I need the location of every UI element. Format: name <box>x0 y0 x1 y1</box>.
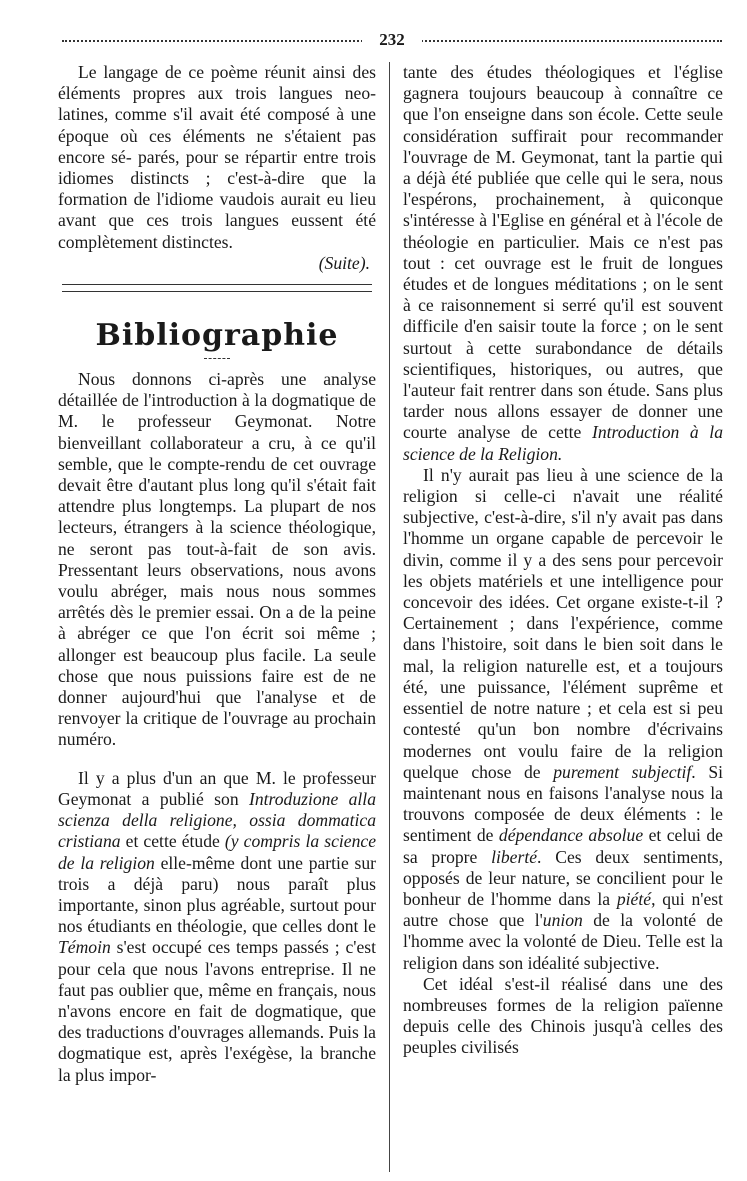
poem-line: été composé à une époque où ces <box>58 104 376 146</box>
page-header <box>62 30 722 50</box>
poem-line: langues neo-latines, comme s'il avait <box>58 83 377 125</box>
body-paragraph: Cet idéal s'est-il réalisé dans une des nombreuses formes de la religion païenne depuis celle des Chinois jusqu'à celles des peuples civilisés <box>403 973 723 1058</box>
body-paragraph: Il y a plus d'un an que M. le professeur Geymonat a publié son Introduzione alla scienza della religione, ossia dommatica cristiana et cette étude (y compris la science de la religion elle-même dont une partie sur trois a déjà paru) nous paraît plus importante, sinon plus agréable, surtout pour nos étudiants en théologie, que celles dont le Témoin s'est occupé ces temps passés ; c'est pour cela que nous l'avons entreprise. Il ne faut pas oublier que, même en français, nous n'avons encore en fait de dogmatique, que des traductions d'ouvrages allemands. Puis la dogmatique est, après l'exégèse, la branche la plus impor- <box>58 767 376 1085</box>
poem-line: Le langage de ce poème réunit <box>78 62 313 82</box>
section-rule <box>62 284 372 292</box>
body-paragraph: Il n'y aurait pas lieu à une science de la religion si celle-ci n'avait une réalité subjective, c'est-à-dire, s'il n'y avait pas dans l'homme un organe capable de percevoir le divin, comme il y a des sens pour percevoir les objets matériels et une intelligence pour concevoir des idées. Cet organe existe-t-il ? Certainement ; dans l'expérience, comme dans l'histoire, soit dans le bien soit dans le mal, la religion naturelle est, et a toujours été, une puissance, l'élément suprême et essentiel de notre nature ; et cela est si peu contesté qu'un bon nombre d'écrivains modernes ont voulu faire de la religion quelque chose de purement subjectif. Si maintenant nous en faisons l'analyse nous la trouvons composée de deux éléments : le sentiment de dépendance absolue et celui de sa propre liberté. Ces deux sentiments, opposés de leur nature, se concilient pour le bonheur de l'homme dans la piété, qui n'est autre chose que l'union de la volonté de l'homme avec la volonté de Dieu. Telle est la religion dans son idéalité subjective. <box>403 464 723 973</box>
poem-line: eussent été complètement distinctes. <box>58 210 376 252</box>
poem-line: idiomes distincts ; c'est-à-dire que la <box>58 168 376 189</box>
italic-temoin: Témoin <box>58 937 111 958</box>
italic-title: Introduzione alla scienza della religione, ossia dommatica cristiana <box>58 788 376 852</box>
section-title: Bibliographie <box>95 318 339 354</box>
poem-paragraph <box>58 62 376 253</box>
continued-paragraph: tante des études théologiques et l'église gagnera toujours beaucoup à connaître ce que l'on enseigne dans son école. Cette seule considération suffirait pour recommander l'ouvrage de M. Geymonat, tant la partie qui a déjà été publiée que celle qui le sera, nous l'espérons, prochainement, à quiconque s'intéresse à l'Eglise en général et à l'école de théologie en particulier. Mais ce n'est pas tout : cet ouvrage est le fruit de longues études et de longues méditations ; on le sent à ce raisonnement si serré qu'il est souvent difficile d'en saisir toute la force ; on le sent surtout à cette surabondance de détails scientifiques, historiques, ou autres, que l'auteur fait rentrer dans son étude. Sans plus tarder nous allons essayer de donner une courte analyse de cette Introduction à la science de la Religion. <box>403 62 723 464</box>
poem-line: formation de l'idiome vaudois aurait <box>58 189 327 210</box>
poem-line: eu lieu avant que ces trois langues <box>58 189 376 231</box>
title-ornament <box>204 358 230 359</box>
italic-phrase: piété <box>616 888 652 909</box>
italic-phrase: (y compris la science de la religion <box>58 831 376 873</box>
italic-phrase: purement subjectif <box>553 761 692 782</box>
italic-title: Introduction à la science de la Religion. <box>403 422 723 464</box>
italic-phrase: dépendance absolue <box>498 825 644 846</box>
right-column <box>403 62 723 1059</box>
page-number: 232 <box>362 30 422 50</box>
italic-phrase: liberté <box>491 846 538 867</box>
suite-signature: (Suite). <box>318 252 370 273</box>
italic-phrase: union <box>542 910 583 931</box>
poem-line: ainsi des éléments propres aux trois <box>58 62 376 104</box>
column-divider <box>389 62 390 1172</box>
poem-line: parés, pour se répartir entre trois <box>137 146 377 167</box>
intro-paragraph: Nous donnons ci-après une analyse détaillée de l'introduction à la dogmatique de M. le professeur Geymonat. Notre bienveillant collaborateur a cru, à ce qu'il semble, que le compte-rendu de cet ouvrage devait être d'autant plus long qu'il s'était fait attendre plus longtemps. La plupart de nos lecteurs, étrangers à la science théologique, ne seront pas tout-à-fait de son avis. Pressentant leurs observations, nous avons voulu abréger, mais nous nous sommes arrêtés dès le premier essai. On a de la peine à abréger ce que l'on écrit soi même ; allonger est beaucoup plus facile. La seule chose que nous puissions faire est de ne donner aujourd'hui que l'analyse et de renvoyer la critique de l'ouvrage au prochain numéro. <box>58 369 376 750</box>
left-column <box>58 62 376 1086</box>
poem-line: éléments ne s'étaient pas encore sé- <box>58 125 376 167</box>
